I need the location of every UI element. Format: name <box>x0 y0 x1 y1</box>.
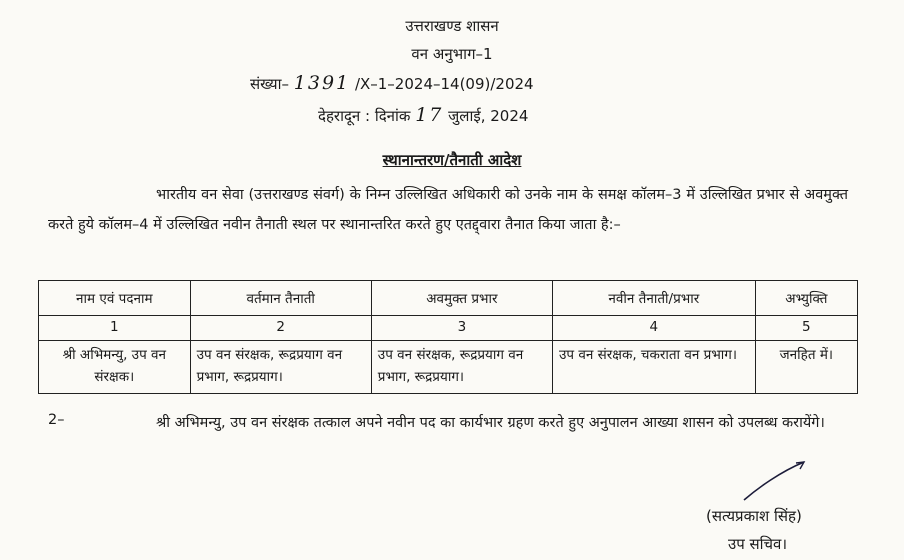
paragraph-1: भारतीय वन सेवा (उत्तराखण्ड संवर्ग) के निम्न उल्लिखित अधिकारी को उनके नाम के समक्ष कॉलम–3 में उल्लिखित प्रभार से अवमुक्त करते हुये कॉलम–4 में उल्लिखित नवीन तैनाती स्थल पर स्थानान्तरित करते हुए एतद्द्वारा तैनात किया जाता है:– <box>48 187 848 233</box>
column-number: 3 <box>371 316 552 341</box>
relieved-charge-cell: उप वन संरक्षक, रूद्रप्रयाग वन प्रभाग, रूद्रप्रयाग। <box>371 341 552 394</box>
new-posting-cell: उप वन संरक्षक, चकराता वन प्रभाग। <box>552 341 755 394</box>
header-cell: नाम एवं पदनाम <box>39 281 191 316</box>
section-heading: वन अनुभाग–1 <box>411 45 493 63</box>
place-date-line <box>318 104 528 126</box>
order-number-line <box>250 72 534 94</box>
officer-table <box>38 280 858 394</box>
order-subject <box>0 150 904 170</box>
header-cell: वर्तमान तैनाती <box>190 281 371 316</box>
signature-mark-icon <box>740 458 810 504</box>
header-cell: अवमुक्त प्रभार <box>371 281 552 316</box>
subject-text: स्थानान्तरण/तैनाती आदेश <box>382 151 522 169</box>
officer-name-cell: श्री अभिमन्यु, उप वन संरक्षक। <box>39 341 191 394</box>
number-label: संख्या– <box>250 75 290 93</box>
signatory-designation: उप सचिव। <box>728 535 788 553</box>
paragraph-2-number: 2– <box>48 412 65 428</box>
current-posting-cell: उप वन संरक्षक, रूद्रप्रयाग वन प्रभाग, रूद्रप्रयाग। <box>190 341 371 394</box>
place-date-prefix: देहरादून : दिनांक <box>318 107 411 125</box>
column-number: 4 <box>552 316 755 341</box>
paragraph-2: श्री अभिमन्यु, उप वन संरक्षक तत्काल अपने नवीन पद का कार्यभार ग्रहण करते हुए अनुपालन आख्या शासन को उपलब्ध करायेंगे। <box>156 415 825 431</box>
header-cell: नवीन तैनाती/प्रभार <box>552 281 755 316</box>
header-cell: अभ्युक्ति <box>755 281 857 316</box>
column-number: 1 <box>39 316 191 341</box>
table-number-row <box>39 316 858 341</box>
column-number: 2 <box>190 316 371 341</box>
date-rest: जुलाई, 2024 <box>448 107 529 125</box>
table-header-row <box>39 281 858 316</box>
column-number: 5 <box>755 316 857 341</box>
handwritten-number: 1391 <box>293 72 351 94</box>
handwritten-date: 17 <box>415 104 444 126</box>
government-heading: उत्तराखण्ड शासन <box>405 17 499 35</box>
signatory-name: (सत्यप्रकाश सिंह) <box>706 507 802 525</box>
table-row <box>39 341 858 394</box>
number-rest: /X–1–2024–14(09)/2024 <box>354 75 534 93</box>
remarks-cell: जनहित में। <box>755 341 857 394</box>
